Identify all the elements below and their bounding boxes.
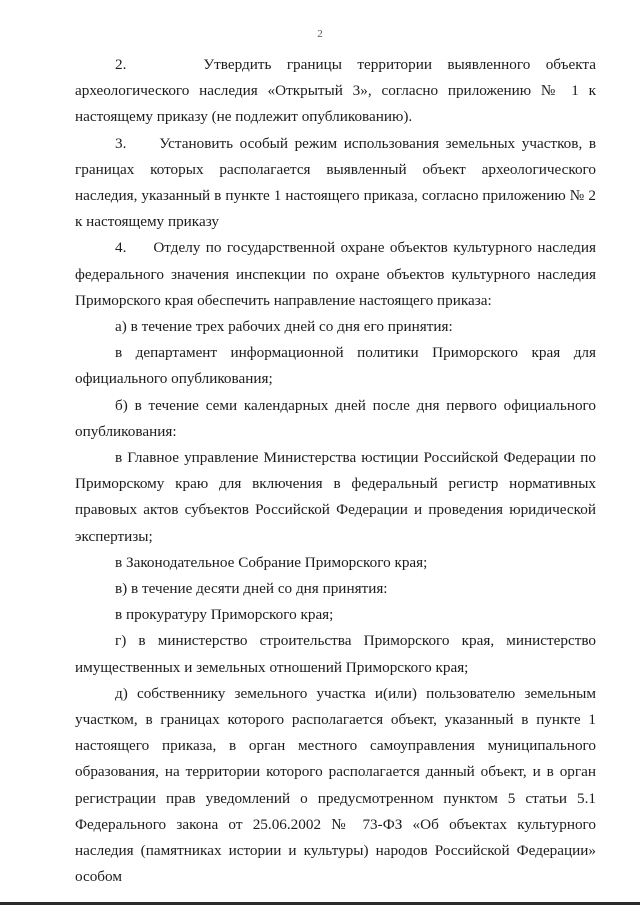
- document-body: [75, 52, 596, 891]
- paragraph-item-2: 2. Утвердить границы территории выявленного объекта археологического наследия «Открытый 3», согласно приложению № 1 к настоящему приказу (не подлежит опубликованию).: [75, 56, 596, 126]
- page-number: 2: [317, 28, 323, 40]
- subparagraph-b: б) в течение семи календарных дней после дня первого официального опубликования:: [75, 396, 596, 440]
- subparagraph-d: д) собственнику земельного участка и(или) пользователю земельным участком, в границах которого располагается объект, указанный в пункте 1 настоящего приказа, в орган местного самоуправления муниципального образования, на территории которого располагается данный объект, и в орган регистрации прав уведомлений о предусмотренном пунктом 5 статьи 5.1 Федерального закона от 25.06.2002 № 73-ФЗ «Об объектах культурного наследия (памятниках истории и культуры) народов Российской Федерации» особом: [75, 684, 596, 886]
- recipient-prosecutors-office: в прокуратуру Приморского края;: [115, 606, 334, 624]
- subparagraph-v: в) в течение десяти дней со дня принятия:: [115, 580, 388, 598]
- paragraph-item-4: 4. Отделу по государственной охране объектов культурного наследия федерального значения инспекции по охране объектов культурного наследия Приморского края обеспечить направление настоящего приказа:: [75, 239, 596, 309]
- recipient-info-policy-department: в департамент информационной политики Приморского края для официального опубликования;: [75, 344, 596, 388]
- recipient-ministry-of-justice: в Главное управление Министерства юстиции Российской Федерации по Приморскому краю для включения в федеральный регистр нормативных правовых актов субъектов Российской Федерации и проведения юридической экспертизы;: [75, 449, 596, 545]
- paragraph-item-3: 3. Установить особый режим использования земельных участков, в границах которых располагается выявленный объект археологического наследия, указанный в пункте 1 настоящего приказа, согласно приложению № 2 к настоящему приказу: [75, 134, 596, 231]
- subparagraph-a: а) в течение трех рабочих дней со дня его принятия:: [115, 318, 453, 336]
- recipient-legislative-assembly: в Законодательное Собрание Приморского края;: [115, 553, 428, 571]
- subparagraph-g: г) в министерство строительства Приморского края, министерство имущественных и земельных отношений Приморского края;: [75, 632, 596, 676]
